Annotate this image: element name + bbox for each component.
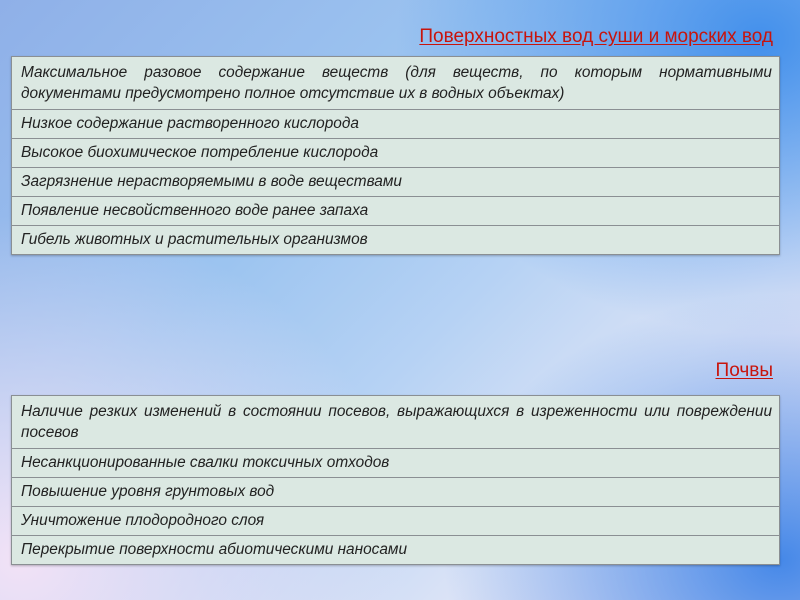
table-cell: Максимальное разовое содержание веществ (для веществ, по которым нормативными документами предусмотрено полное отсутствие их в водных объектах) <box>12 57 780 110</box>
table-row <box>12 449 780 478</box>
table-row <box>12 168 780 197</box>
table-row <box>12 57 780 110</box>
table-row <box>12 507 780 536</box>
table-cell: Перекрытие поверхности абиотическими наносами <box>12 536 780 565</box>
table-row <box>12 396 780 449</box>
table-cell: Появление несвойственного воде ранее запаха <box>12 197 780 226</box>
table-row <box>12 110 780 139</box>
table-row <box>12 139 780 168</box>
table-cell: Повышение уровня грунтовых вод <box>12 478 780 507</box>
table-row <box>12 226 780 255</box>
table-cell: Гибель животных и растительных организмов <box>12 226 780 255</box>
table-cell: Загрязнение нерастворяемыми в воде веществами <box>12 168 780 197</box>
soil-section-title: Почвы <box>715 360 773 381</box>
table-cell: Уничтожение плодородного слоя <box>12 507 780 536</box>
water-section-title: Поверхностных вод суши и морских вод <box>419 26 773 47</box>
water-criteria-table <box>11 56 780 255</box>
table-cell: Низкое содержание растворенного кислорода <box>12 110 780 139</box>
table-row <box>12 478 780 507</box>
table-cell: Несанкционированные свалки токсичных отходов <box>12 449 780 478</box>
soil-criteria-table <box>11 395 780 565</box>
table-row <box>12 536 780 565</box>
table-cell: Наличие резких изменений в состоянии посевов, выражающихся в изреженности или повреждении посевов <box>12 396 780 449</box>
table-cell: Высокое биохимическое потребление кислорода <box>12 139 780 168</box>
table-row <box>12 197 780 226</box>
